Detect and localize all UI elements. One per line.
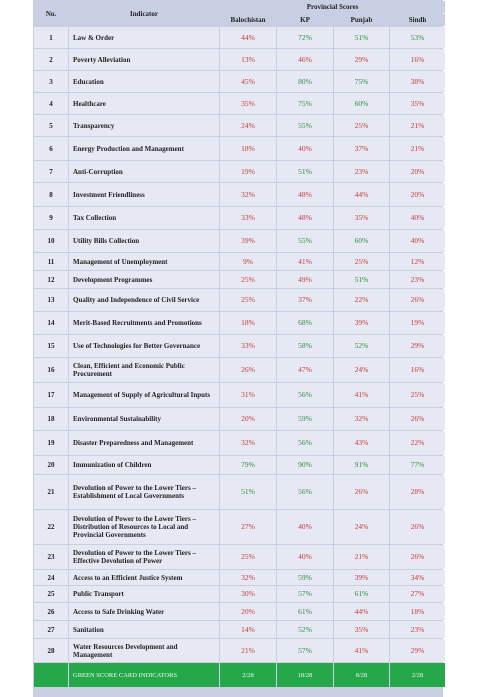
score-kp: 57% <box>277 586 333 602</box>
indicator-name: Sanitation <box>69 621 219 638</box>
score-kp: 40% <box>277 510 333 544</box>
score-balochistan: 24% <box>220 115 276 136</box>
score-sindh: 26% <box>390 545 445 569</box>
score-sindh: 23% <box>390 621 445 638</box>
table-row <box>34 289 445 311</box>
score-balochistan: 79% <box>220 456 276 474</box>
table-row <box>34 475 445 509</box>
score-punjab: 44% <box>334 183 389 206</box>
footer-score-sindh: 2/28 <box>390 663 445 687</box>
row-number: 13 <box>34 289 68 311</box>
score-punjab: 39% <box>334 570 389 585</box>
score-balochistan: 51% <box>220 475 276 509</box>
score-balochistan: 26% <box>220 358 276 382</box>
score-sindh: 28% <box>390 475 445 509</box>
score-balochistan: 14% <box>220 621 276 638</box>
row-number: 10 <box>34 230 68 252</box>
score-balochistan: 25% <box>220 289 276 311</box>
score-punjab: 35% <box>334 207 389 229</box>
score-punjab: 35% <box>334 621 389 638</box>
score-kp: 55% <box>277 230 333 252</box>
table-body <box>34 27 445 662</box>
indicator-name: Public Transport <box>69 586 219 602</box>
indicator-name: Use of Technologies for Better Governance <box>69 335 219 357</box>
score-kp: 72% <box>277 27 333 48</box>
row-number: 19 <box>34 431 68 455</box>
score-punjab: 25% <box>334 253 389 270</box>
score-balochistan: 18% <box>220 312 276 334</box>
score-balochistan: 21% <box>220 639 276 662</box>
score-kp: 57% <box>277 639 333 662</box>
score-kp: 90% <box>277 456 333 474</box>
indicator-name: Water Resources Development and Management <box>69 639 219 662</box>
score-sindh: 21% <box>390 115 445 136</box>
indicator-name: Environmental Sustainability <box>69 408 219 430</box>
table-row <box>34 271 445 288</box>
score-kp: 40% <box>277 545 333 569</box>
table-row <box>34 456 445 474</box>
score-punjab: 37% <box>334 137 389 160</box>
table-row <box>34 621 445 638</box>
score-punjab: 61% <box>334 586 389 602</box>
score-balochistan: 27% <box>220 510 276 544</box>
indicator-name: Poverty Alleviation <box>69 49 219 70</box>
score-kp: 59% <box>277 570 333 585</box>
header-sindh: Sindh <box>390 14 445 26</box>
score-sindh: 53% <box>390 27 445 48</box>
score-sindh: 22% <box>390 431 445 455</box>
score-sindh: 26% <box>390 289 445 311</box>
score-kp: 51% <box>277 161 333 182</box>
score-sindh: 29% <box>390 335 445 357</box>
table-row <box>34 27 445 48</box>
row-number: 3 <box>34 71 68 92</box>
footer-score-kp: 18/28 <box>277 663 333 687</box>
score-sindh: 20% <box>390 183 445 206</box>
score-punjab: 60% <box>334 93 389 114</box>
score-sindh: 20% <box>390 161 445 182</box>
table-row <box>34 71 445 92</box>
indicator-name: Tax Collection <box>69 207 219 229</box>
score-sindh: 40% <box>390 207 445 229</box>
score-balochistan: 32% <box>220 183 276 206</box>
row-number: 26 <box>34 603 68 620</box>
table-row <box>34 335 445 357</box>
score-sindh: 35% <box>390 93 445 114</box>
score-balochistan: 32% <box>220 431 276 455</box>
table-row <box>34 358 445 382</box>
score-punjab: 51% <box>334 27 389 48</box>
score-punjab: 75% <box>334 71 389 92</box>
row-number: 14 <box>34 312 68 334</box>
header-kp: KP <box>277 14 333 26</box>
indicator-name: Anti-Corruption <box>69 161 219 182</box>
row-number: 22 <box>34 510 68 544</box>
score-balochistan: 9% <box>220 253 276 270</box>
score-kp: 48% <box>277 207 333 229</box>
score-kp: 59% <box>277 408 333 430</box>
score-punjab: 39% <box>334 312 389 334</box>
table-row <box>34 161 445 182</box>
score-kp: 58% <box>277 335 333 357</box>
table-row <box>34 383 445 407</box>
score-sindh: 12% <box>390 253 445 270</box>
score-sindh: 18% <box>390 603 445 620</box>
score-punjab: 51% <box>334 271 389 288</box>
indicator-name: Healthcare <box>69 93 219 114</box>
table-row <box>34 431 445 455</box>
score-punjab: 60% <box>334 230 389 252</box>
indicator-name: Devolution of Power to the Lower Tiers –Distribution of Resources to Local and Provincial Governments <box>69 510 219 544</box>
row-number: 12 <box>34 271 68 288</box>
indicator-name: Merit-Based Recruitments and Promotions <box>69 312 219 334</box>
row-number: 11 <box>34 253 68 270</box>
row-number: 17 <box>34 383 68 407</box>
footer-score-punjab: 8/28 <box>334 663 389 687</box>
provincial-scorecard-table <box>33 0 446 688</box>
row-number: 5 <box>34 115 68 136</box>
score-punjab: 22% <box>334 289 389 311</box>
score-punjab: 41% <box>334 383 389 407</box>
score-balochistan: 20% <box>220 408 276 430</box>
indicator-name: Transparency <box>69 115 219 136</box>
score-balochistan: 25% <box>220 545 276 569</box>
row-number: 1 <box>34 27 68 48</box>
row-number: 27 <box>34 621 68 638</box>
score-punjab: 43% <box>334 431 389 455</box>
score-sindh: 16% <box>390 358 445 382</box>
indicator-name: Immunization of Children <box>69 456 219 474</box>
score-kp: 56% <box>277 383 333 407</box>
table-row <box>34 510 445 544</box>
score-kp: 56% <box>277 475 333 509</box>
score-kp: 47% <box>277 358 333 382</box>
score-punjab: 23% <box>334 161 389 182</box>
indicator-name: Management of Unemployment <box>69 253 219 270</box>
table-row <box>34 137 445 160</box>
score-kp: 49% <box>277 271 333 288</box>
table-row <box>34 93 445 114</box>
score-balochistan: 20% <box>220 603 276 620</box>
header-punjab: Punjab <box>334 14 389 26</box>
score-punjab: 24% <box>334 358 389 382</box>
header-no: No. <box>34 1 68 26</box>
row-number: 28 <box>34 639 68 662</box>
score-kp: 41% <box>277 253 333 270</box>
row-number: 25 <box>34 586 68 602</box>
row-number: 8 <box>34 183 68 206</box>
header-balochistan: Balochistan <box>220 14 276 26</box>
table-row <box>34 253 445 270</box>
score-balochistan: 25% <box>220 271 276 288</box>
score-sindh: 21% <box>390 137 445 160</box>
table-row <box>34 408 445 430</box>
score-balochistan: 31% <box>220 383 276 407</box>
row-number: 9 <box>34 207 68 229</box>
score-punjab: 21% <box>334 545 389 569</box>
score-punjab: 52% <box>334 335 389 357</box>
score-sindh: 16% <box>390 49 445 70</box>
indicator-name: Access to an Efficient Justice System <box>69 570 219 585</box>
score-balochistan: 18% <box>220 137 276 160</box>
indicator-name: Quality and Independence of Civil Service <box>69 289 219 311</box>
score-balochistan: 35% <box>220 93 276 114</box>
score-punjab: 44% <box>334 603 389 620</box>
score-punjab: 41% <box>334 639 389 662</box>
footer-label: GREEN SCORE CARD INDICATORS <box>69 663 219 687</box>
scorecard-frame <box>33 0 443 697</box>
score-balochistan: 33% <box>220 207 276 229</box>
table-row <box>34 570 445 585</box>
indicator-name: Law & Order <box>69 27 219 48</box>
score-punjab: 29% <box>334 49 389 70</box>
score-punjab: 24% <box>334 510 389 544</box>
score-sindh: 77% <box>390 456 445 474</box>
score-balochistan: 33% <box>220 335 276 357</box>
row-number: 20 <box>34 456 68 474</box>
score-balochistan: 39% <box>220 230 276 252</box>
row-number: 21 <box>34 475 68 509</box>
score-punjab: 32% <box>334 408 389 430</box>
table-row <box>34 545 445 569</box>
table-row <box>34 207 445 229</box>
indicator-name: Clean, Efficient and Economic Public Procurement <box>69 358 219 382</box>
indicator-name: Utility Bills Collection <box>69 230 219 252</box>
score-sindh: 19% <box>390 312 445 334</box>
indicator-name: Investment Friendliness <box>69 183 219 206</box>
score-kp: 37% <box>277 289 333 311</box>
table-row <box>34 312 445 334</box>
score-sindh: 34% <box>390 570 445 585</box>
score-sindh: 27% <box>390 586 445 602</box>
score-kp: 55% <box>277 115 333 136</box>
table-row <box>34 230 445 252</box>
indicator-name: Devolution of Power to the Lower Tiers – Establishment of Local Governments <box>69 475 219 509</box>
indicator-name: Development Programmes <box>69 271 219 288</box>
score-kp: 80% <box>277 71 333 92</box>
score-sindh: 40% <box>390 230 445 252</box>
table-row <box>34 115 445 136</box>
score-sindh: 26% <box>390 408 445 430</box>
footer-no <box>34 663 68 687</box>
table-row <box>34 639 445 662</box>
score-kp: 52% <box>277 621 333 638</box>
indicator-name: Devolution of Power to the Lower Tiers –Effective Devolution of Power <box>69 545 219 569</box>
score-sindh: 38% <box>390 71 445 92</box>
row-number: 24 <box>34 570 68 585</box>
table-row <box>34 603 445 620</box>
score-punjab: 25% <box>334 115 389 136</box>
table-row <box>34 586 445 602</box>
score-sindh: 23% <box>390 271 445 288</box>
row-number: 15 <box>34 335 68 357</box>
row-number: 18 <box>34 408 68 430</box>
header-indicator: Indicator <box>69 1 219 26</box>
footer-row <box>34 663 445 687</box>
score-punjab: 91% <box>334 456 389 474</box>
score-kp: 56% <box>277 431 333 455</box>
header-provincial-scores: Provincial Scores <box>220 1 445 13</box>
score-kp: 75% <box>277 93 333 114</box>
score-sindh: 25% <box>390 383 445 407</box>
row-number: 7 <box>34 161 68 182</box>
score-balochistan: 45% <box>220 71 276 92</box>
row-number: 4 <box>34 93 68 114</box>
indicator-name: Management of Supply of Agricultural Inputs <box>69 383 219 407</box>
score-balochistan: 30% <box>220 586 276 602</box>
row-number: 23 <box>34 545 68 569</box>
score-sindh: 29% <box>390 639 445 662</box>
score-kp: 46% <box>277 49 333 70</box>
score-kp: 48% <box>277 183 333 206</box>
indicator-name: Energy Production and Management <box>69 137 219 160</box>
row-number: 16 <box>34 358 68 382</box>
indicator-name: Access to Safe Drinking Water <box>69 603 219 620</box>
score-kp: 40% <box>277 137 333 160</box>
table-row <box>34 183 445 206</box>
row-number: 2 <box>34 49 68 70</box>
score-kp: 68% <box>277 312 333 334</box>
score-balochistan: 19% <box>220 161 276 182</box>
score-punjab: 26% <box>334 475 389 509</box>
indicator-name: Education <box>69 71 219 92</box>
row-number: 6 <box>34 137 68 160</box>
indicator-name: Disaster Preparedness and Management <box>69 431 219 455</box>
score-balochistan: 13% <box>220 49 276 70</box>
table-row <box>34 49 445 70</box>
score-kp: 61% <box>277 603 333 620</box>
score-sindh: 26% <box>390 510 445 544</box>
footer-score-balochistan: 2/28 <box>220 663 276 687</box>
score-balochistan: 44% <box>220 27 276 48</box>
score-balochistan: 32% <box>220 570 276 585</box>
